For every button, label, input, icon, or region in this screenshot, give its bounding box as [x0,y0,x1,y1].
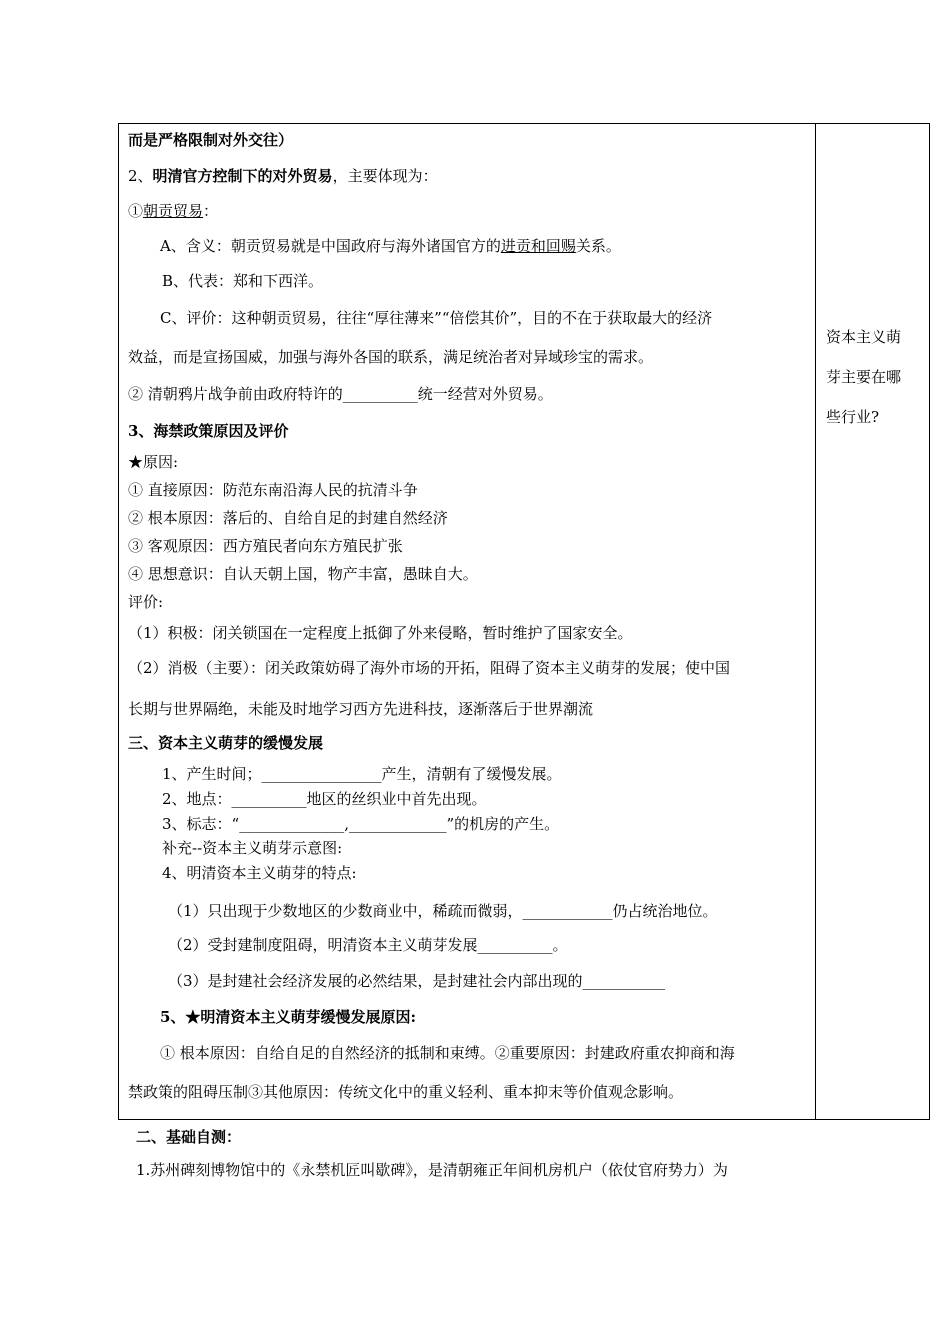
text-line: 补充--资本主义萌芽示意图: [162,839,343,857]
question-text: 1.苏州碑刻博物馆中的《永禁机匠叫歇碑》，是清朝雍正年间机房机户（依仗官府势力）为 [136,1161,728,1179]
section-heading: 3、海禁政策原因及评价 [128,422,289,440]
section-heading: 5、★明清资本主义萌芽缓慢发展原因: [160,1008,416,1026]
text-line: ①朝贡贸易： [128,202,219,220]
text-line: （1）积极：闭关锁国在一定程度上抵御了外来侵略，暂时维护了国家安全。 [128,624,633,642]
text-line: ★原因: [128,453,179,471]
text-line: 2、明清官方控制下的对外贸易，主要体现为： [128,167,438,185]
text-line: B、代表：郑和下西洋。 [162,272,324,290]
text-line: （1）只出现于少数地区的少数商业中，稀疏而微弱，____________仍占统治地位。 [168,902,718,920]
text-line: 而是严格限制对外交往） [128,131,294,149]
side-cell [816,123,930,1120]
text-line: （2）消极（主要）：闭关政策妨碍了海外市场的开拓，阻碍了资本主义萌芽的发展；使中国 [128,659,731,677]
text-line: 禁政策的阻碍压制③其他原因：传统文化中的重义轻利、重本抑末等价值观念影响。 [128,1083,684,1101]
text-line: （3）是封建社会经济发展的必然结果，是封建社会内部出现的___________ [168,972,666,990]
text-line: 2、地点：__________地区的丝织业中首先出现。 [162,790,487,808]
text-line: 效益，而是宣扬国威，加强与海外各国的联系，满足统治者对异域珍宝的需求。 [128,348,654,366]
text-line: ③ 客观原因：西方殖民者向东方殖民扩张 [128,537,403,555]
text-line: ④ 思想意识：自认天朝上国，物产丰富，愚昧自大。 [128,565,478,583]
text-line: A、含义：朝贡贸易就是中国政府与海外诸国官方的进贡和回赐关系。 [160,237,621,255]
text-line: ① 根本原因：自给自足的自然经济的抵制和束缚。②重要原因：封建政府重农抑商和海 [160,1044,735,1062]
text-line: ② 清朝鸦片战争前由政府特许的__________统一经营对外贸易。 [128,385,553,403]
section-heading: 二、基础自测： [136,1128,242,1146]
side-question-line: 资本主义萌 [826,328,902,346]
text-line: ① 直接原因：防范东南沿海人民的抗清斗争 [128,481,418,499]
side-question-line: 些行业? [826,408,880,426]
text-line: 评价: [128,593,164,611]
text-line: C、评价：这种朝贡贸易，往往“厚往薄来”“倍偿其价”，目的不在于获取最大的经济 [160,309,713,327]
text-line: 4、明清资本主义萌芽的特点: [162,864,357,882]
text-line: （2）受封建制度阻碍，明清资本主义萌芽发展__________。 [168,936,568,954]
text-line: ② 根本原因：落后的、自给自足的封建自然经济 [128,509,448,527]
side-question-line: 芽主要在哪 [826,368,902,386]
text-line: 1、产生时间；________________产生，清朝有了缓慢发展。 [162,765,562,783]
text-line: 3、标志：“______________,_____________”的机房的产生。 [162,815,560,833]
section-heading: 三、资本主义萌芽的缓慢发展 [128,734,324,752]
text-line: 长期与世界隔绝，未能及时地学习西方先进科技，逐渐落后于世界潮流 [128,700,594,718]
